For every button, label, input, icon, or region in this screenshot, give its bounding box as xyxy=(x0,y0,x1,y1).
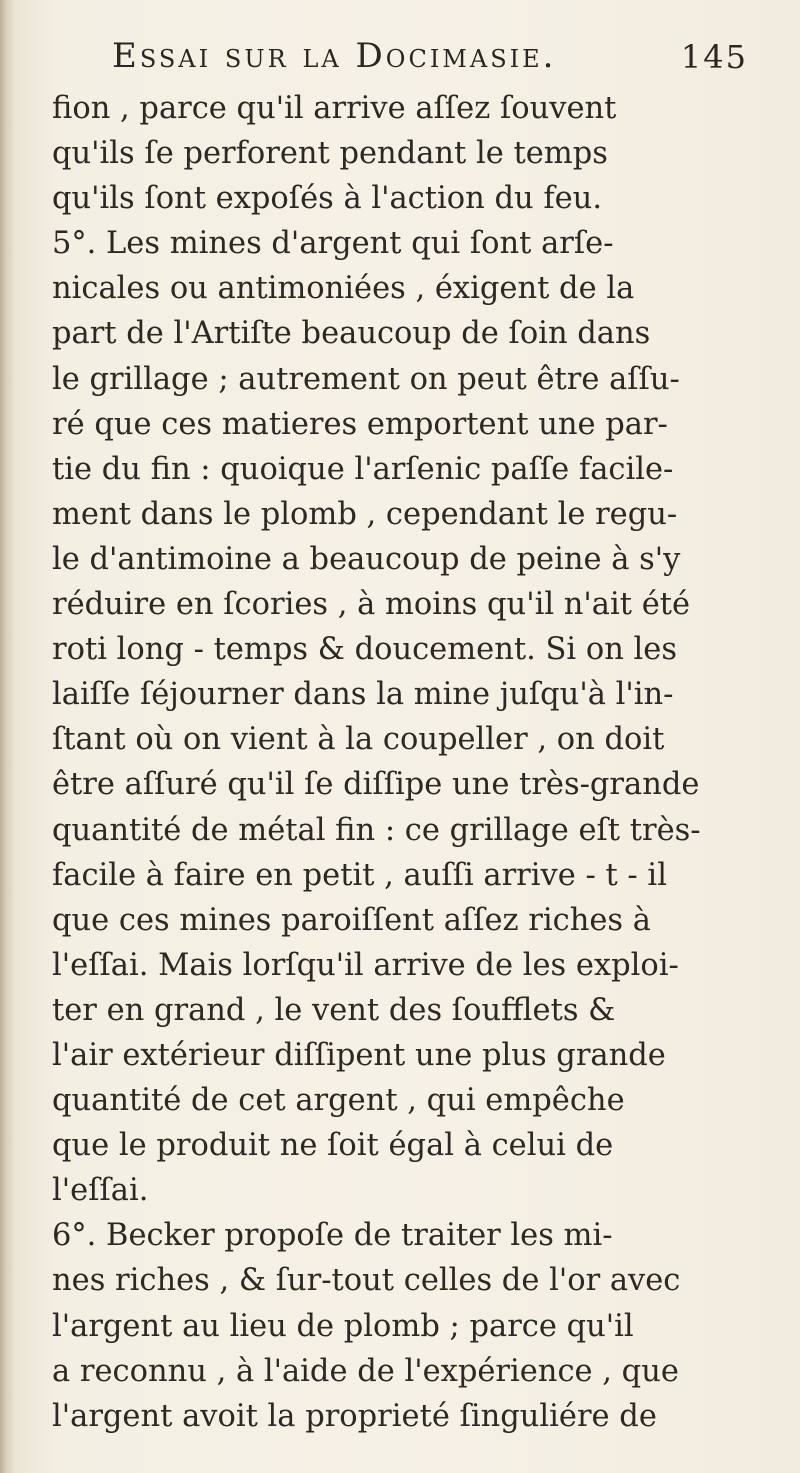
text-line: roti long - temps & doucement. Si on les xyxy=(52,632,677,668)
text-line: l'argent avoit la proprieté ſinguliére de xyxy=(52,1398,657,1434)
text-line: l'argent au lieu de plomb ; parce qu'il xyxy=(52,1308,634,1344)
text-line: être aſſuré qu'il ſe diſſipe une très-grande xyxy=(52,767,700,803)
text-line: que ces mines paroiſſent aſſez riches à xyxy=(52,902,651,938)
text-line: ré que ces matieres emportent une par- xyxy=(52,406,668,442)
text-line: que le produit ne ſoit égal à celui de xyxy=(52,1128,614,1164)
page-number: 145 xyxy=(680,38,748,76)
text-line: ſtant où on vient à la coupeller , on doit xyxy=(52,722,665,758)
page-header xyxy=(112,36,748,86)
text-line: qu'ils ſont expoſés à l'action du feu. xyxy=(52,181,603,217)
text-line: l'air extérieur diſſipent une plus grande xyxy=(52,1037,666,1073)
text-line: nes riches , & ſur-tout celles de l'or avec xyxy=(52,1263,681,1299)
text-line: facile à faire en petit , auſſi arrive - t - il xyxy=(52,857,667,893)
text-line: le d'antimoine a beaucoup de peine à s'y xyxy=(52,541,681,577)
text-line: nicales ou antimoniées , éxigent de la xyxy=(52,271,635,307)
text-line: qu'ils ſe perforent pendant le temps xyxy=(52,136,608,172)
text-line: a reconnu , à l'aide de l'expérience , que xyxy=(52,1353,679,1389)
text-line: le grillage ; autrement on peut être aſſu- xyxy=(52,361,680,397)
running-title: Essai sur la Docimasie. xyxy=(112,36,557,76)
page-gutter xyxy=(0,0,14,1473)
text-line: l'eſſai. xyxy=(52,1173,149,1209)
text-line: 6°. Becker propoſe de traiter les mi- xyxy=(52,1218,613,1254)
text-line: réduire en ſcories , à moins qu'il n'ait été xyxy=(52,587,691,623)
body-text xyxy=(52,86,762,1439)
text-line: quantité de métal fin : ce grillage eſt très- xyxy=(52,812,701,848)
text-line: l'eſſai. Mais lorſqu'il arrive de les exploi- xyxy=(52,947,679,983)
text-line: 5°. Les mines d'argent qui ſont arſe- xyxy=(52,226,614,262)
text-line: ment dans le plomb , cependant le regu- xyxy=(52,496,678,532)
text-line: laiſſe ſéjourner dans la mine juſqu'à l'in- xyxy=(52,677,674,713)
text-line: fion , parce qu'il arrive aſſez ſouvent xyxy=(52,91,617,126)
text-line: quantité de cet argent , qui empêche xyxy=(52,1083,625,1119)
text-line: tie du fin : quoique l'arſenic paſſe facile- xyxy=(52,451,674,487)
text-line: part de l'Artiſte beaucoup de ſoin dans xyxy=(52,316,651,352)
text-line: ter en grand , le vent des ſoufflets & xyxy=(52,992,616,1028)
